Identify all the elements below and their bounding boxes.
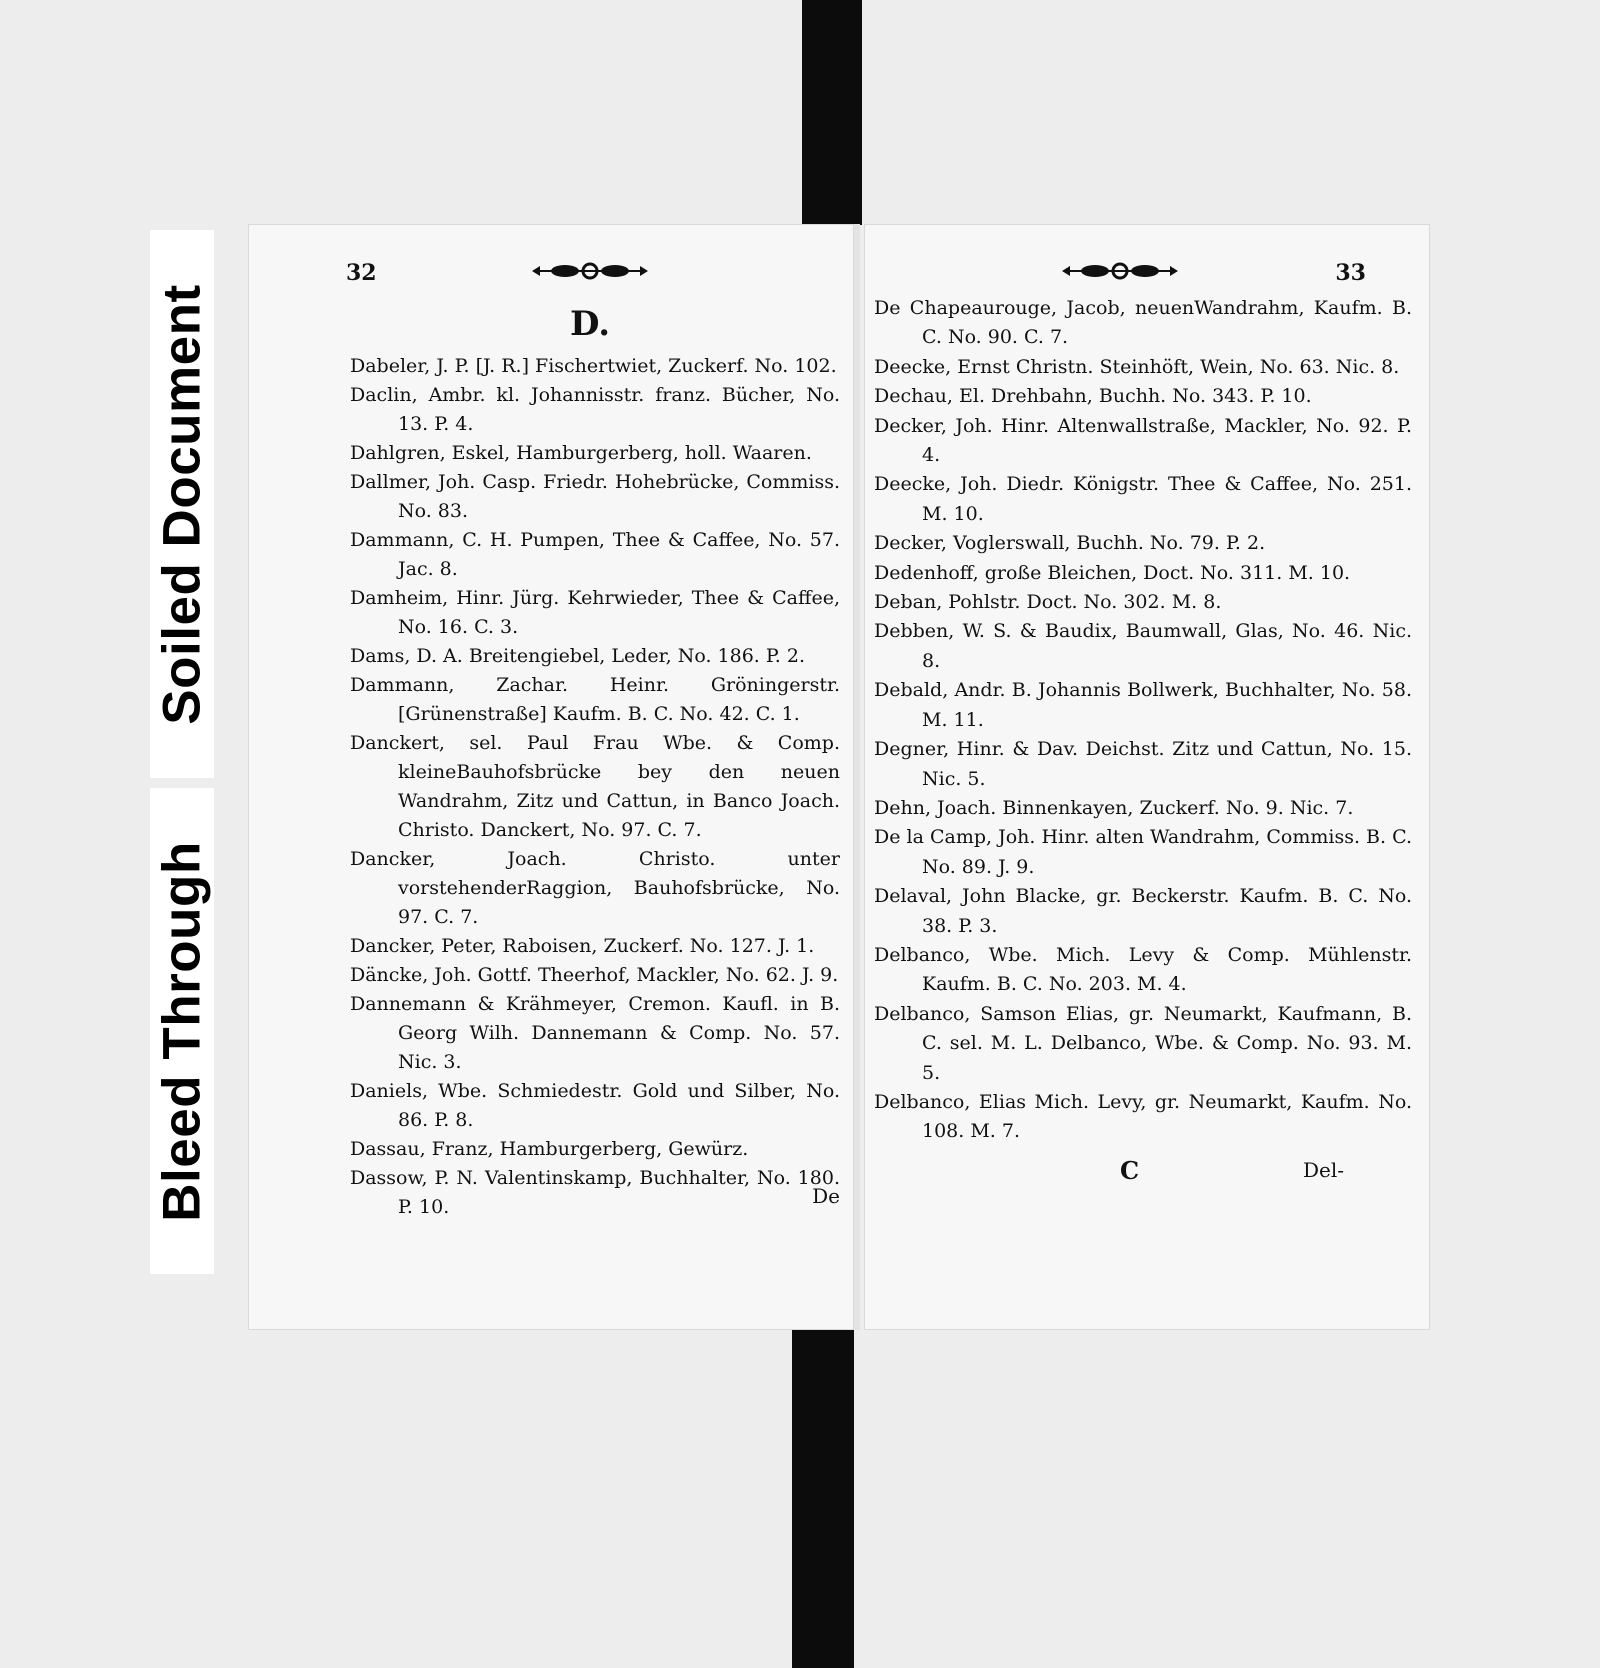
directory-entry: Delbanco, Elias Mich. Levy, gr. Neumarkt, Kaufm. No. 108. M. 7. [874,1090,1412,1143]
soiled-document-label [150,230,214,778]
directory-entry: Däncke, Joh. Gottf. Theerhof, Mackler, No. 62. J. 9. [350,964,839,986]
spine-shadow-bottom [792,1320,854,1668]
directory-entry: Dammann, C. H. Pumpen, Thee & Caffee, No. 57. Jac. 8. [350,529,840,580]
bleed-through-label [150,788,214,1274]
ornament-icon [530,260,650,282]
page-number: 33 [1335,260,1366,286]
directory-entry: Dams, D. A. Breitengiebel, Leder, No. 186. P. 2. [350,645,806,667]
section-letter: D. [570,304,611,344]
directory-entry: Dassow, P. N. Valentinskamp, Buchhalter, No. 180. P. 10. [350,1167,840,1218]
directory-entry: Danckert, sel. Paul Frau Wbe. & Comp. kleineBauhofsbrücke bey den neuen Wandrahm, Zitz und Cattun, in Banco Joach. Christo. Danckert, No. 97. C. 7. [350,732,840,841]
directory-entry: Dedenhoff, große Bleichen, Doct. No. 311. M. 10. [874,561,1351,584]
ornament-icon [1060,260,1180,282]
bleed-through-text: Bleed Through [152,840,212,1222]
directory-entry: Delbanco, Samson Elias, gr. Neumarkt, Kaufmann, B. C. sel. M. L. Delbanco, Wbe. & Comp. No. 93. M. 5. [874,1002,1412,1084]
directory-entry: Daclin, Ambr. kl. Johannisstr. franz. Bücher, No. 13. P. 4. [350,384,840,435]
directory-entry: De Chapeaurouge, Jacob, neuenWandrahm, Kaufm. B. C. No. 90. C. 7. [874,297,1412,349]
directory-entry: Deecke, Joh. Diedr. Königstr. Thee & Caffee, No. 251. M. 10. [874,473,1412,525]
directory-entry: Damheim, Hinr. Jürg. Kehrwieder, Thee & Caffee, No. 16. C. 3. [350,587,840,638]
directory-entry: Dassau, Franz, Hamburgerberg, Gewürz. [350,1138,749,1160]
directory-entry: Degner, Hinr. & Dav. Deichst. Zitz und Cattun, No. 15. Nic. 5. [874,738,1412,790]
directory-entry: Dahlgren, Eskel, Hamburgerberg, holl. Waaren. [350,442,812,464]
directory-entry: Dehn, Joach. Binnenkayen, Zuckerf. No. 9. Nic. 7. [874,796,1354,819]
directory-entry: Dechau, El. Drehbahn, Buchh. No. 343. P. 10. [874,385,1312,408]
directory-entry: Daniels, Wbe. Schmiedestr. Gold und Silber, No. 86. P. 8. [350,1080,840,1131]
page-number: 32 [346,260,377,286]
right-page [864,224,1430,1330]
directory-entry: Debben, W. S. & Baudix, Baumwall, Glas, No. 46. Nic. 8. [874,620,1412,672]
directory-entry: Decker, Joh. Hinr. Altenwallstraße, Mackler, No. 92. P. 4. [874,414,1412,467]
directory-entry: Dancker, Peter, Raboisen, Zuckerf. No. 127. J. 1. [350,935,815,957]
directory-entry: Dancker, Joach. Christo. unter vorstehenderRaggion, Bauhofsbrücke, No. 97. C. 7. [350,848,840,928]
directory-entry: Decker, Voglerswall, Buchh. No. 79. P. 2. [874,532,1266,555]
directory-entries [874,294,1412,1147]
directory-entry: Dammann, Zachar. Heinr. Gröningerstr. [Grünenstraße] Kaufm. B. C. No. 42. C. 1. [350,674,840,725]
directory-entry: Dallmer, Joh. Casp. Friedr. Hohebrücke, Commiss. No. 83. [350,471,840,522]
directory-entry: Dabeler, J. P. [J. R.] Fischertwiet, Zuckerf. No. 102. [350,355,837,377]
catchword: De [812,1184,840,1208]
directory-entry: Deban, Pohlstr. Doct. No. 302. M. 8. [874,591,1222,614]
signature-mark: C [1120,1156,1140,1185]
directory-entry: Dannemann & Krähmeyer, Cremon. Kaufl. in B. Georg Wilh. Dannemann & Comp. No. 57. Nic. 3. [350,993,840,1073]
directory-entry: Debald, Andr. B. Johannis Bollwerk, Buchhalter, No. 58. M. 11. [874,679,1412,731]
directory-entry: Delbanco, Wbe. Mich. Levy & Comp. Mühlenstr. Kaufm. B. C. No. 203. M. 4. [874,943,1412,996]
directory-entry: Deecke, Ernst Christn. Steinhöft, Wein, No. 63. Nic. 8. [874,355,1400,378]
directory-entries [350,352,840,1222]
directory-entry: De la Camp, Joh. Hinr. alten Wandrahm, Commiss. B. C. No. 89. J. 9. [874,826,1412,878]
spine-shadow-top [802,0,862,225]
directory-entry: Delaval, John Blacke, gr. Beckerstr. Kaufm. B. C. No. 38. P. 3. [874,885,1412,937]
left-page [248,224,860,1330]
soiled-document-text: Soiled Document [152,283,212,725]
catchword: Del- [1302,1158,1344,1182]
